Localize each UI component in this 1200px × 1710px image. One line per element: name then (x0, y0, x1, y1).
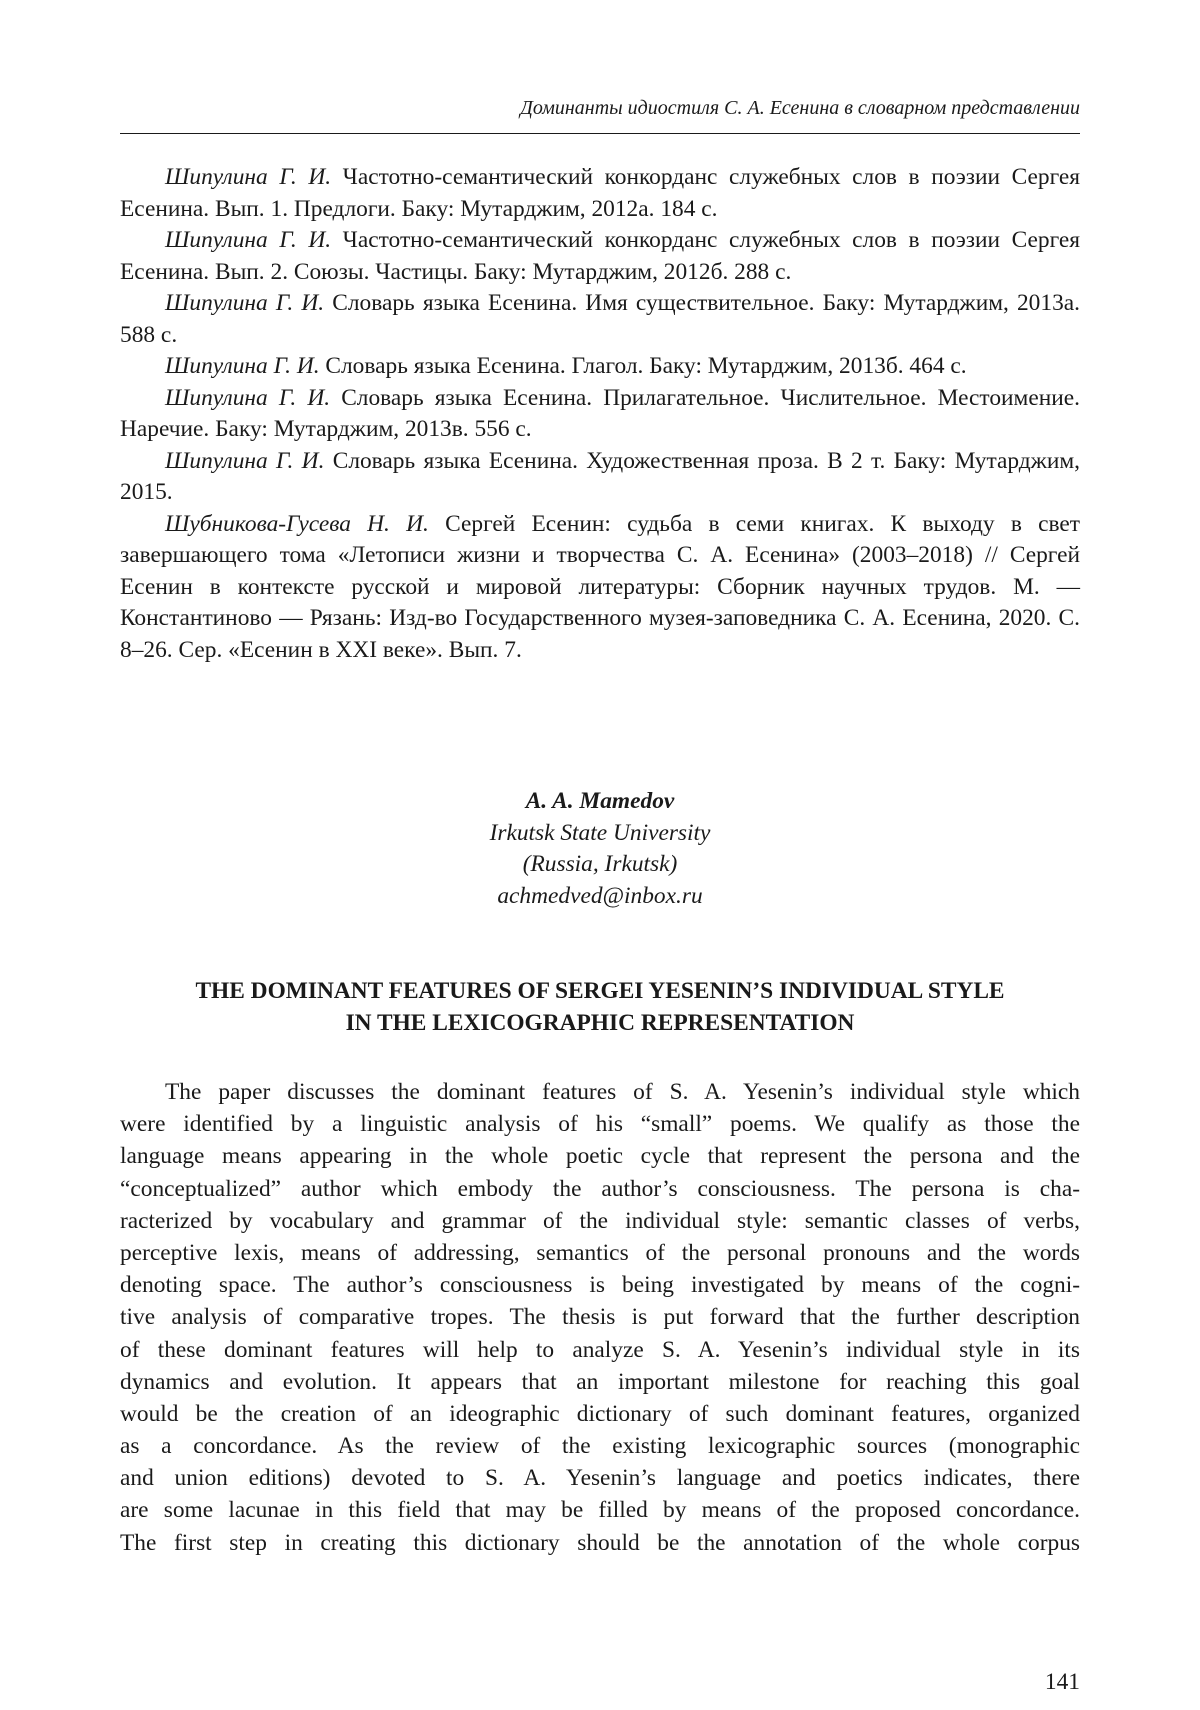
article-title-line: THE DOMINANT FEATURES OF SERGEI YESENIN’S INDIVIDUAL STYLE (195, 978, 1005, 1004)
abstract-line: “conceptualized” author which embody the author’s consciousness. The persona is cha- (120, 1175, 1080, 1202)
abstract-line: racterized by vocabulary and grammar of the individual style: semantic classes of verbs, (120, 1207, 1080, 1234)
article-title (120, 975, 1080, 1039)
reference-list (120, 162, 1080, 666)
abstract-line: tive analysis of comparative tropes. The thesis is put forward that the further description (120, 1304, 1080, 1331)
reference-text: Частотно-семантический конкорданс служебных слов в поэзии Сергея Есенина. Вып. 2. Союзы. Частицы. Баку: Мутарджим, 2012б. 288 с. (120, 227, 1081, 285)
abstract-line: would be the creation of an ideographic dictionary of such dominant features, organized (120, 1400, 1080, 1427)
author-email: achmedved@inbox.ru (497, 882, 703, 909)
article-title-line: IN THE LEXICOGRAPHIC REPRESENTATION (345, 1010, 855, 1036)
reference-author: Шубникова-Гусева Н. И. (165, 510, 429, 537)
author-affiliation: Irkutsk State University (489, 819, 711, 846)
reference-item (120, 383, 1080, 446)
abstract-line: The first step in creating this dictionary should be the annotation of the whole corpus (120, 1529, 1080, 1556)
abstract-paragraph (120, 1076, 1080, 1559)
author-location: (Russia, Irkutsk) (522, 851, 678, 877)
abstract-line: dynamics and evolution. It appears that an important milestone for reaching this goal (120, 1368, 1080, 1395)
abstract-line: of these dominant features will help to analyze S. A. Yesenin’s individual style in its (120, 1336, 1080, 1363)
reference-text: Словарь языка Есенина. Имя существительное. Баку: Мутарджим, 2013а. 588 с. (120, 290, 1080, 348)
reference-item (120, 225, 1080, 288)
reference-text: Словарь языка Есенина. Художественная проза. В 2 т. Баку: Мутарджим, 2015. (120, 447, 1081, 505)
reference-author: Шипулина Г. И. (165, 384, 331, 411)
abstract-line: The paper discusses the dominant features of S. A. Yesenin’s individual style which (165, 1079, 1080, 1105)
reference-author: Шипулина Г. И. (165, 447, 325, 474)
author-block (120, 786, 1080, 912)
reference-text: Частотно-семантический конкорданс служебных слов в поэзии Сергея Есенина. Вып. 1. Предлоги. Баку: Мутарджим, 2012а. 184 с. (120, 164, 1081, 222)
reference-item (120, 351, 1080, 383)
page-number: 141 (1044, 1669, 1080, 1695)
abstract-line: are some lacunae in this field that may be filled by means of the proposed concordance. (120, 1497, 1080, 1524)
reference-text: Словарь языка Есенина. Прилагательное. Числительное. Местоимение. Наречие. Баку: Мутарджим, 2013в. 556 с. (120, 384, 1081, 442)
reference-item (120, 288, 1080, 351)
reference-item (120, 446, 1080, 509)
abstract-line: were identified by a linguistic analysis of his “small” poems. We qualify as those the (120, 1111, 1080, 1138)
abstract-line: and union editions) devoted to S. A. Yesenin’s language and poetics indicates, there (120, 1465, 1080, 1492)
abstract-line: language means appearing in the whole poetic cycle that represent the persona and the (120, 1143, 1080, 1170)
running-head: Доминанты идиостиля С. А. Есенина в словарном представлении (520, 97, 1080, 119)
reference-author: Шипулина Г. И. (165, 164, 332, 190)
abstract-line: perceptive lexis, means of addressing, semantics of the personal pronouns and the words (120, 1239, 1080, 1266)
reference-author: Шипулина Г. И. (165, 227, 332, 253)
author-name: A. A. Mamedov (525, 788, 675, 814)
reference-author: Шипулина Г. И. (165, 290, 325, 316)
reference-author: Шипулина Г. И. (165, 353, 320, 379)
header-rule (120, 133, 1080, 134)
abstract-line: denoting space. The author’s consciousness is being investigated by means of the cogni- (120, 1272, 1080, 1299)
reference-text: Сергей Есенин: судьба в семи книгах. К выходу в свет завершающего тома «Летописи жизни и творчества С. А. Есенина» (2003–2018) // Сергей Есенин в контексте русской и мировой литературы: Сборник научных трудов. М. — Константиново — Рязань: Изд-во Государственного музея-заповедника С. А. Есенина, 2020. С. 8–26. Сер. «Есенин в XXI веке». Вып. 7. (120, 510, 1080, 663)
abstract-line: as a concordance. As the review of the existing lexicographic sources (monographic (120, 1433, 1080, 1460)
reference-item (120, 509, 1080, 667)
reference-text: Словарь языка Есенина. Глагол. Баку: Мутарджим, 2013б. 464 с. (319, 353, 967, 379)
reference-item (120, 162, 1080, 225)
